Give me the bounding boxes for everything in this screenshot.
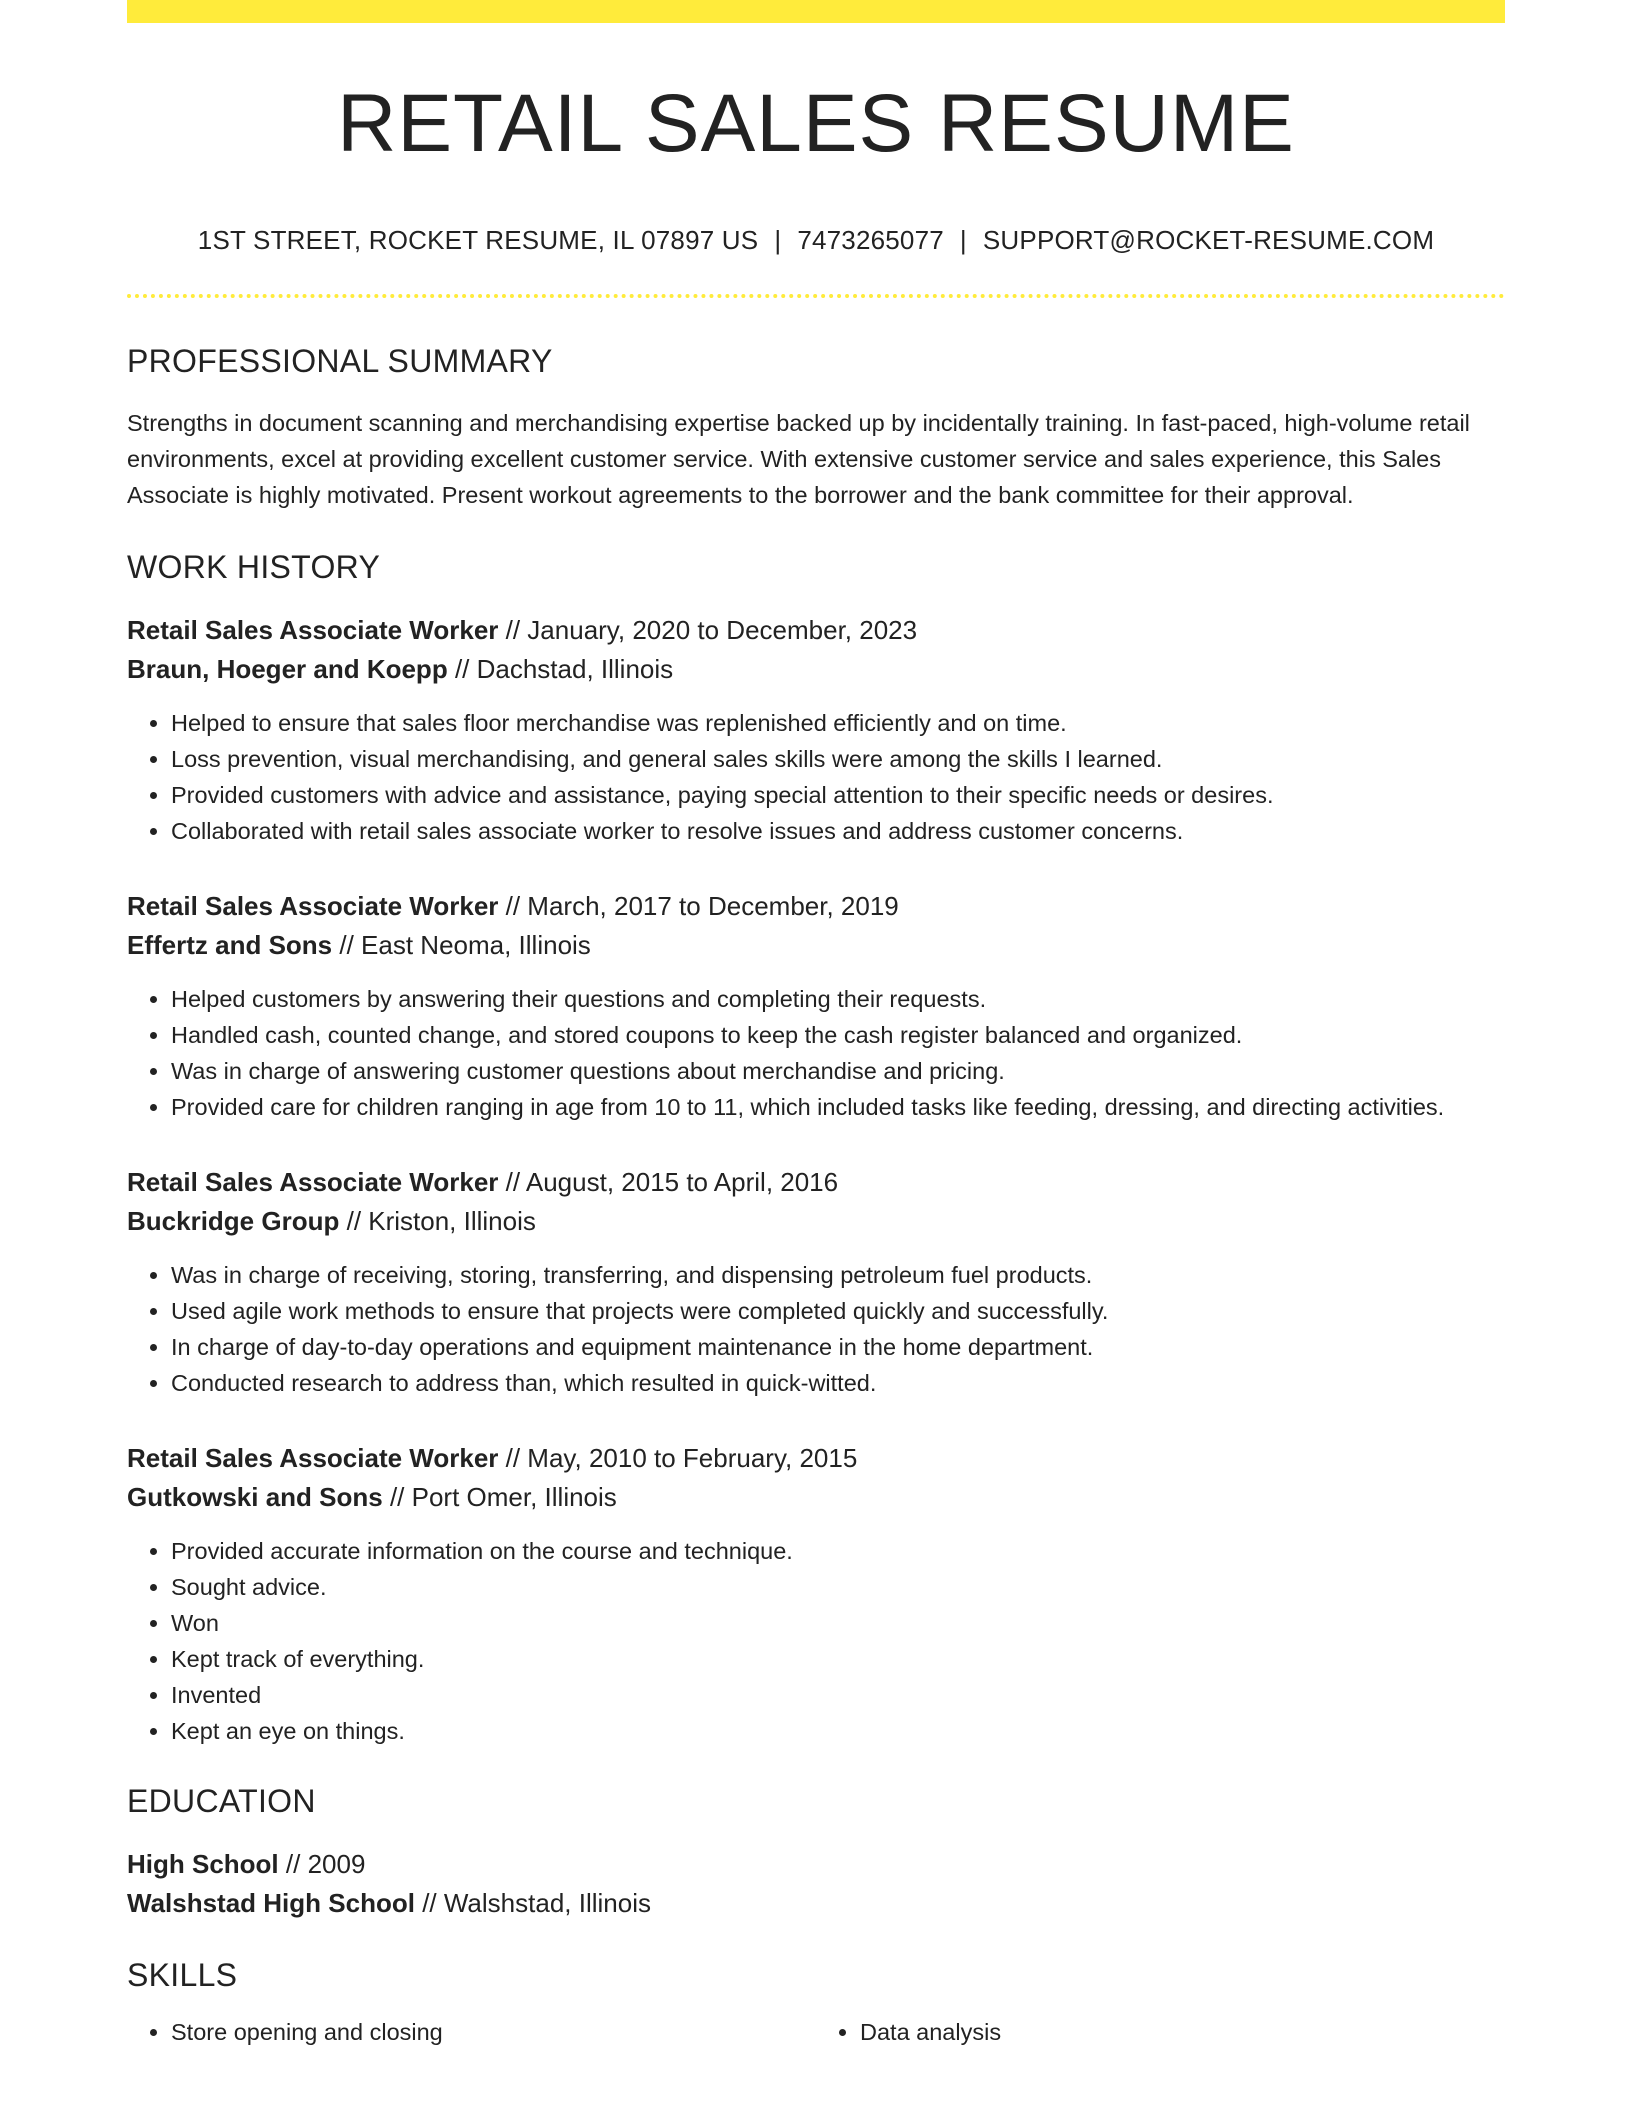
education-heading: EDUCATION: [127, 1783, 316, 1819]
job-title: Retail Sales Associate Worker: [127, 1443, 499, 1473]
job-company: Buckridge Group: [127, 1206, 340, 1236]
education-school: Walshstad High School: [127, 1888, 415, 1918]
skills-section: [127, 1957, 1505, 2050]
education-degree: High School: [127, 1849, 279, 1879]
job-entry: [127, 887, 1505, 1125]
contact-email: SUPPORT@ROCKET-RESUME.COM: [982, 225, 1435, 255]
contact-separator: |: [959, 225, 967, 255]
education-section: [127, 1783, 1505, 1923]
job-entry: [127, 611, 1505, 849]
job-title: Retail Sales Associate Worker: [127, 1167, 499, 1197]
job-entry: [127, 1163, 1505, 1401]
skill-item: • Store opening and closing: [171, 2014, 816, 2050]
education-entry: [127, 1845, 1505, 1923]
list-item: • Provided care for children ranging in age from 10 to 11, which included tasks like feeding, dressing, and directing activities.: [171, 1089, 1505, 1125]
list-item: • Was in charge of receiving, storing, transferring, and dispensing petroleum fuel products.: [171, 1257, 1505, 1293]
job-company: Gutkowski and Sons: [127, 1482, 383, 1512]
skill-item: • Data analysis: [860, 2014, 1505, 2050]
resume-title: RETAIL SALES RESUME: [337, 78, 1295, 169]
skills-column-right: [816, 2014, 1505, 2050]
list-item: • Provided customers with advice and assistance, paying special attention to their specific needs or desires.: [171, 777, 1505, 813]
job-title-line: [127, 611, 1505, 650]
job-dates: // August, 2015 to April, 2016: [505, 1167, 839, 1197]
job-location: // East Neoma, Illinois: [339, 930, 591, 960]
accent-top-bar: [127, 0, 1505, 23]
job-dates: // January, 2020 to December, 2023: [505, 615, 918, 645]
list-item: • Loss prevention, visual merchandising, and general sales skills were among the skills I learned.: [171, 741, 1505, 777]
skills-grid: [127, 2014, 1505, 2050]
list-item: • Used agile work methods to ensure that projects were completed quickly and successfully.: [171, 1293, 1505, 1329]
job-location: // Port Omer, Illinois: [389, 1482, 617, 1512]
job-location: // Dachstad, Illinois: [454, 654, 674, 684]
education-degree-line: [127, 1845, 1505, 1884]
list-item: • Helped to ensure that sales floor merchandise was replenished efficiently and on time.: [171, 705, 1505, 741]
job-bullets: [127, 1533, 1505, 1749]
work-history-section: [127, 549, 1505, 1749]
list-item: • Provided accurate information on the course and technique.: [171, 1533, 1505, 1569]
job-title-line: [127, 1439, 1505, 1478]
list-item: • Was in charge of answering customer questions about merchandise and pricing.: [171, 1053, 1505, 1089]
work-history-heading: WORK HISTORY: [127, 549, 381, 585]
job-location: // Kriston, Illinois: [346, 1206, 536, 1236]
education-location: // Walshstad, Illinois: [422, 1888, 651, 1918]
skills-heading: SKILLS: [127, 1957, 238, 1993]
job-company-line: [127, 926, 1505, 965]
job-company-line: [127, 650, 1505, 689]
job-title-line: [127, 1163, 1505, 1202]
contact-address: 1ST STREET, ROCKET RESUME, IL 07897 US: [197, 225, 759, 255]
job-bullets: [127, 705, 1505, 849]
list-item: • Kept an eye on things.: [171, 1713, 1505, 1749]
list-item: • Sought advice.: [171, 1569, 1505, 1605]
summary-heading: PROFESSIONAL SUMMARY: [127, 343, 553, 379]
contact-line: [127, 225, 1505, 256]
contact-phone: 7473265077: [797, 225, 944, 255]
list-item: • Conducted research to address than, which resulted in quick-witted.: [171, 1365, 1505, 1401]
job-company: Effertz and Sons: [127, 930, 333, 960]
job-company: Braun, Hoeger and Koepp: [127, 654, 448, 684]
job-dates: // March, 2017 to December, 2019: [505, 891, 899, 921]
education-school-line: [127, 1884, 1505, 1923]
list-item: • Helped customers by answering their questions and completing their requests.: [171, 981, 1505, 1017]
summary-section: [127, 343, 1505, 513]
dotted-divider: [127, 294, 1505, 298]
summary-text: Strengths in document scanning and merchandising expertise backed up by incidentally training. In fast-paced, high-volume retail environments, excel at providing excellent customer service. With extensive customer service and sales experience, this Sales Associate is highly motivated. Present workout agreements to the borrower and the bank committee for their approval.: [127, 410, 1470, 508]
job-title-line: [127, 887, 1505, 926]
job-entry: [127, 1439, 1505, 1749]
job-dates: // May, 2010 to February, 2015: [505, 1443, 858, 1473]
list-item: • Kept track of everything.: [171, 1641, 1505, 1677]
list-item: • Invented: [171, 1677, 1505, 1713]
list-item: • In charge of day-to-day operations and equipment maintenance in the home department.: [171, 1329, 1505, 1365]
contact-separator: |: [774, 225, 782, 255]
job-title: Retail Sales Associate Worker: [127, 891, 499, 921]
job-bullets: [127, 981, 1505, 1125]
job-title: Retail Sales Associate Worker: [127, 615, 499, 645]
list-item: • Won: [171, 1605, 1505, 1641]
list-item: • Collaborated with retail sales associate worker to resolve issues and address customer concerns.: [171, 813, 1505, 849]
list-item: • Handled cash, counted change, and stored coupons to keep the cash register balanced and organized.: [171, 1017, 1505, 1053]
education-year: // 2009: [285, 1849, 366, 1879]
job-bullets: [127, 1257, 1505, 1401]
job-company-line: [127, 1202, 1505, 1241]
job-company-line: [127, 1478, 1505, 1517]
skills-column-left: [127, 2014, 816, 2050]
